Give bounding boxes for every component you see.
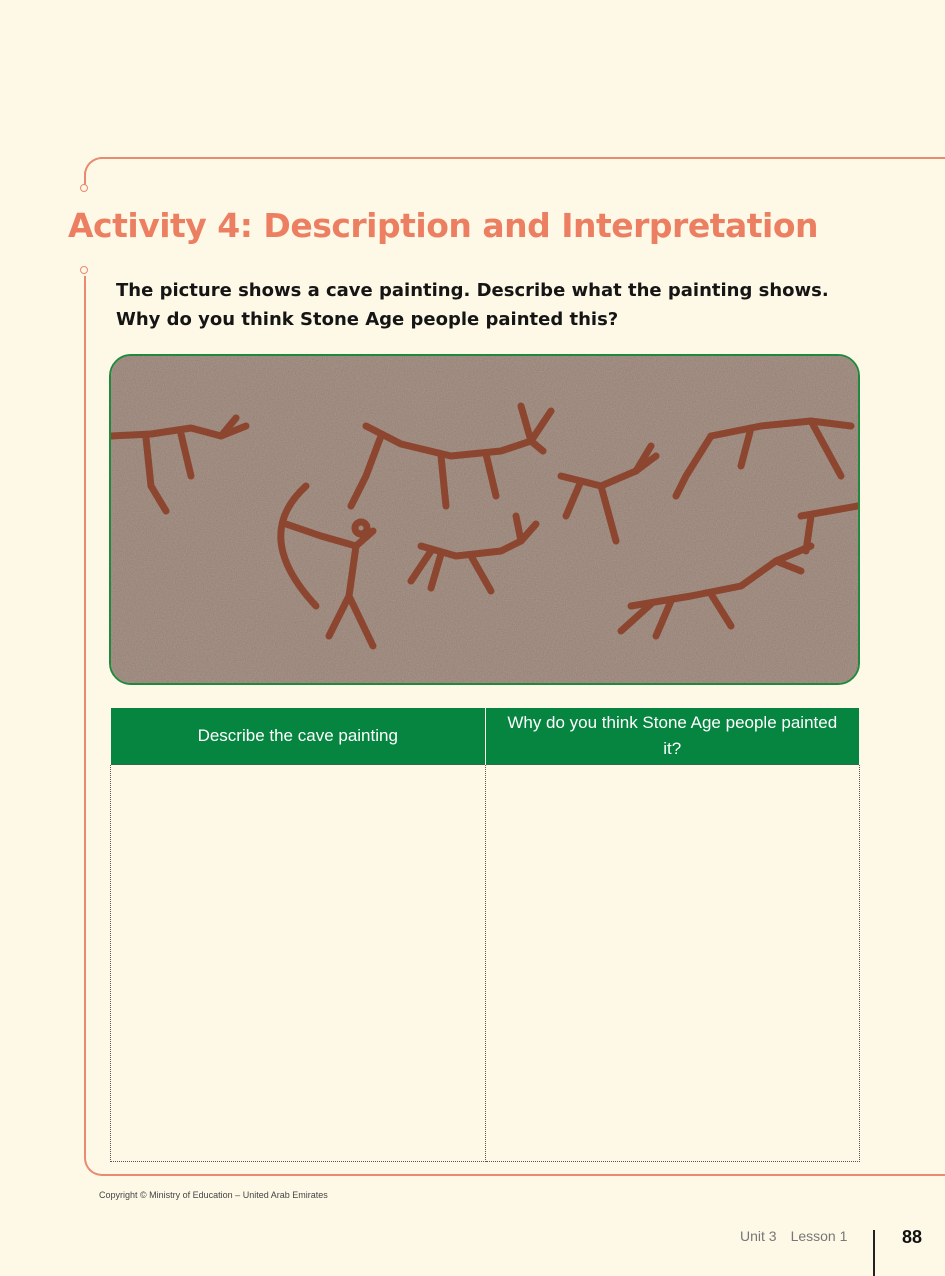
answer-table (110, 708, 860, 1162)
page-number: 88 (902, 1227, 923, 1247)
footer-unit-lesson (740, 1228, 861, 1244)
frame-dot (80, 266, 88, 274)
instructions (116, 276, 876, 334)
answer-cell-describe[interactable] (111, 765, 486, 1162)
footer-lesson: Lesson 1 (790, 1228, 848, 1244)
instruction-line-1: The picture shows a cave painting. Describe what the painting shows. (116, 280, 829, 301)
cave-painting-image (109, 354, 860, 685)
frame-bottom-line (102, 1174, 945, 1176)
frame-corner-bottom-left (84, 1156, 104, 1176)
frame-dot (80, 184, 88, 192)
frame-corner-top-left (84, 157, 104, 177)
frame-left-line (84, 276, 86, 1156)
footer-divider (873, 1230, 875, 1276)
frame-top-line (100, 157, 945, 159)
activity-title: Activity 4: Description and Interpretation (68, 206, 819, 245)
footer-unit: Unit 3 (740, 1228, 777, 1244)
answer-cell-why[interactable] (485, 765, 860, 1162)
column-header-describe: Describe the cave painting (111, 708, 486, 765)
instruction-line-2: Why do you think Stone Age people painted this? (116, 309, 619, 330)
column-header-why: Why do you think Stone Age people painted it? (485, 708, 860, 765)
copyright-text: Copyright © Ministry of Education – United Arab Emirates (99, 1190, 328, 1200)
